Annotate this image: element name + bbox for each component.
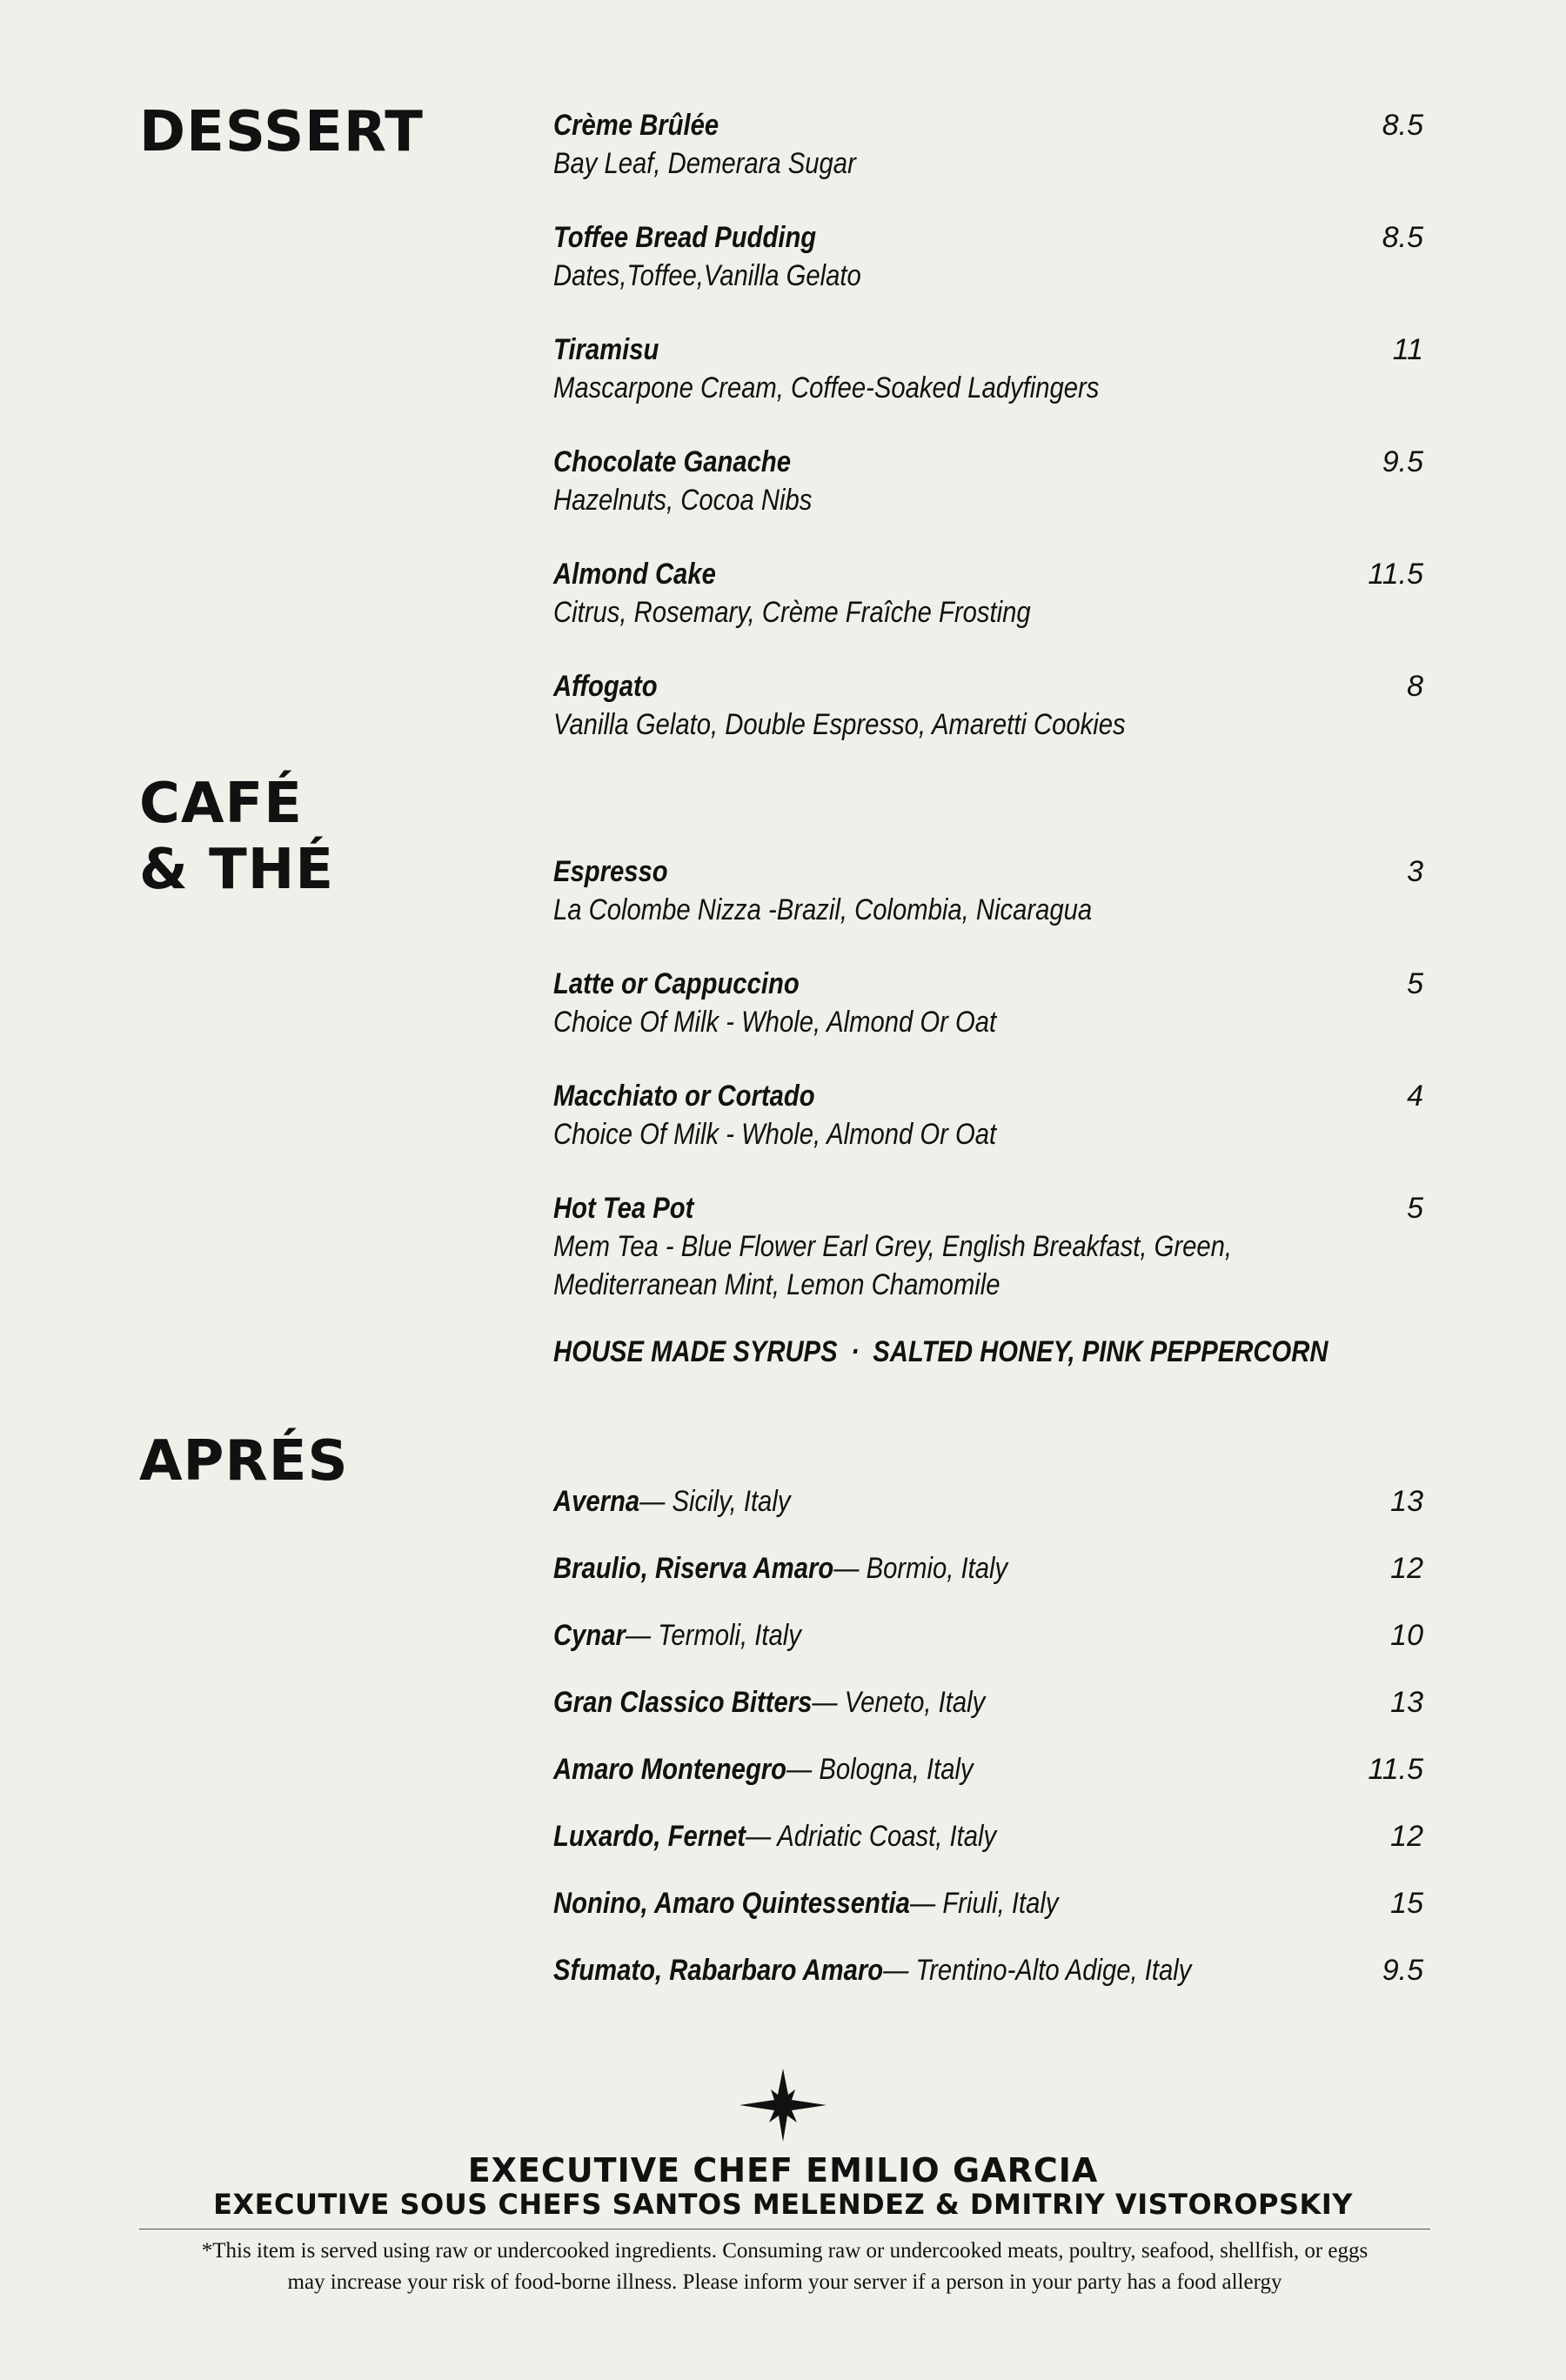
menu-item (553, 1951, 1423, 1989)
item-origin: — Veneto, Italy (812, 1686, 986, 1719)
menu-item (553, 443, 1423, 519)
item-description: Dates,Toffee,Vanilla Gelato (553, 259, 861, 292)
item-name: Averna (553, 1485, 640, 1518)
item-description: La Colombe Nizza -Brazil, Colombia, Nicaragua (553, 893, 1093, 926)
item-origin: — Bormio, Italy (833, 1552, 1008, 1585)
menu-item (553, 1077, 1423, 1153)
item-name: Affogato (553, 670, 658, 703)
item-description: Mem Tea - Blue Flower Earl Grey, English Breakfast, Green, (553, 1230, 1233, 1263)
item-name: Gran Classico Bitters (553, 1686, 813, 1719)
item-name: Amaro Montenegro (553, 1753, 787, 1786)
item-name: Tiramisu (553, 333, 659, 366)
item-price: 15 (1390, 1887, 1423, 1920)
menu-item (553, 106, 1423, 183)
menu-item (553, 667, 1423, 744)
menu-item (553, 1189, 1423, 1304)
menu-item (553, 965, 1423, 1041)
menu-item (553, 1482, 1423, 1521)
starburst-icon (740, 2069, 826, 2142)
item-description-continued: Mediterranean Mint, Lemon Chamomile (553, 1268, 1000, 1301)
item-name: Espresso (553, 855, 668, 888)
item-price: 3 (1407, 855, 1423, 888)
item-price: 11 (1392, 333, 1423, 366)
menu-item (553, 1750, 1423, 1788)
menu-item (553, 1549, 1423, 1588)
house-syrups-note (553, 1333, 1328, 1371)
item-price: 9.5 (1382, 1954, 1423, 1987)
disclaimer-line-2: may increase your risk of food-borne illness. Please inform your server if a person in your party has a food allergy (287, 2270, 1282, 2294)
disclaimer-line-1: *This item is served using raw or undercooked ingredients. Consuming raw or undercooked meats, poultry, seafood, shellfish, or eggs (201, 2239, 1369, 2263)
menu-item (553, 1884, 1423, 1922)
menu-item (553, 218, 1423, 295)
item-name: Nonino, Amaro Quintessentia (553, 1887, 910, 1920)
item-price: 9.5 (1382, 445, 1423, 478)
item-name: Hot Tea Pot (553, 1192, 694, 1225)
item-price: 12 (1390, 1552, 1423, 1585)
syrups-list: SALTED HONEY, PINK PEPPERCORN (873, 1335, 1328, 1368)
item-price: 10 (1390, 1619, 1423, 1652)
item-name: Crème Brûlée (553, 109, 719, 142)
divider (139, 2229, 1430, 2230)
menu-item (553, 1683, 1423, 1721)
item-price: 11.5 (1368, 558, 1423, 591)
item-price: 5 (1407, 1192, 1423, 1225)
menu-item (553, 852, 1423, 929)
item-price: 13 (1390, 1485, 1423, 1518)
menu-item (553, 1616, 1423, 1655)
item-name: Cynar (553, 1619, 626, 1652)
item-price: 8.5 (1382, 109, 1423, 142)
item-price: 12 (1390, 1820, 1423, 1853)
item-price: 8.5 (1382, 221, 1423, 254)
item-origin: — Bologna, Italy (786, 1753, 974, 1786)
item-price: 4 (1407, 1080, 1423, 1113)
menu-item (553, 1817, 1423, 1855)
item-description: Choice Of Milk - Whole, Almond Or Oat (553, 1006, 997, 1039)
apres-heading: APRÉS (139, 1429, 349, 1494)
separator-dot: · (851, 1335, 860, 1368)
menu-item (553, 555, 1423, 632)
item-price: 13 (1390, 1686, 1423, 1719)
item-name: Sfumato, Rabarbaro Amaro (553, 1954, 884, 1987)
cafe-heading-line2: & THÉ (139, 838, 335, 902)
item-name: Almond Cake (553, 558, 716, 591)
item-name: Toffee Bread Pudding (553, 221, 817, 254)
item-origin: — Termoli, Italy (625, 1619, 801, 1652)
item-description: Mascarpone Cream, Coffee-Soaked Ladyfingers (553, 371, 1100, 404)
executive-chef: EXECUTIVE CHEF EMILIO GARCIA (467, 2151, 1099, 2189)
dessert-heading: DESSERT (139, 100, 424, 164)
cafe-heading-line1: CAFÉ (139, 772, 303, 836)
item-description: Hazelnuts, Cocoa Nibs (553, 484, 813, 517)
item-origin: — Friuli, Italy (909, 1887, 1059, 1920)
item-name: Luxardo, Fernet (553, 1820, 746, 1853)
item-price: 5 (1407, 967, 1423, 1000)
item-description: Vanilla Gelato, Double Espresso, Amaretti Cookies (553, 708, 1126, 741)
item-origin: — Adriatic Coast, Italy (745, 1820, 997, 1853)
allergy-disclaimer (139, 2236, 1430, 2298)
item-origin: — Sicily, Italy (639, 1485, 791, 1518)
item-description: Bay Leaf, Demerara Sugar (553, 147, 856, 180)
item-name: Chocolate Ganache (553, 445, 791, 478)
item-name: Macchiato or Cortado (553, 1080, 815, 1113)
item-name: Latte or Cappuccino (553, 967, 800, 1000)
item-price: 8 (1407, 670, 1423, 703)
item-origin: — Trentino-Alto Adige, Italy (883, 1954, 1192, 1987)
item-name: Braulio, Riserva Amaro (553, 1552, 834, 1585)
menu-item (553, 331, 1423, 407)
item-price: 11.5 (1368, 1753, 1423, 1786)
sous-chefs: EXECUTIVE SOUS CHEFS SANTOS MELENDEZ & DMITRIY VISTOROPSKIY (213, 2188, 1353, 2221)
item-description: Choice Of Milk - Whole, Almond Or Oat (553, 1118, 997, 1151)
item-description: Citrus, Rosemary, Crème Fraîche Frosting (553, 596, 1031, 629)
syrups-label: HOUSE MADE SYRUPS (553, 1335, 838, 1368)
